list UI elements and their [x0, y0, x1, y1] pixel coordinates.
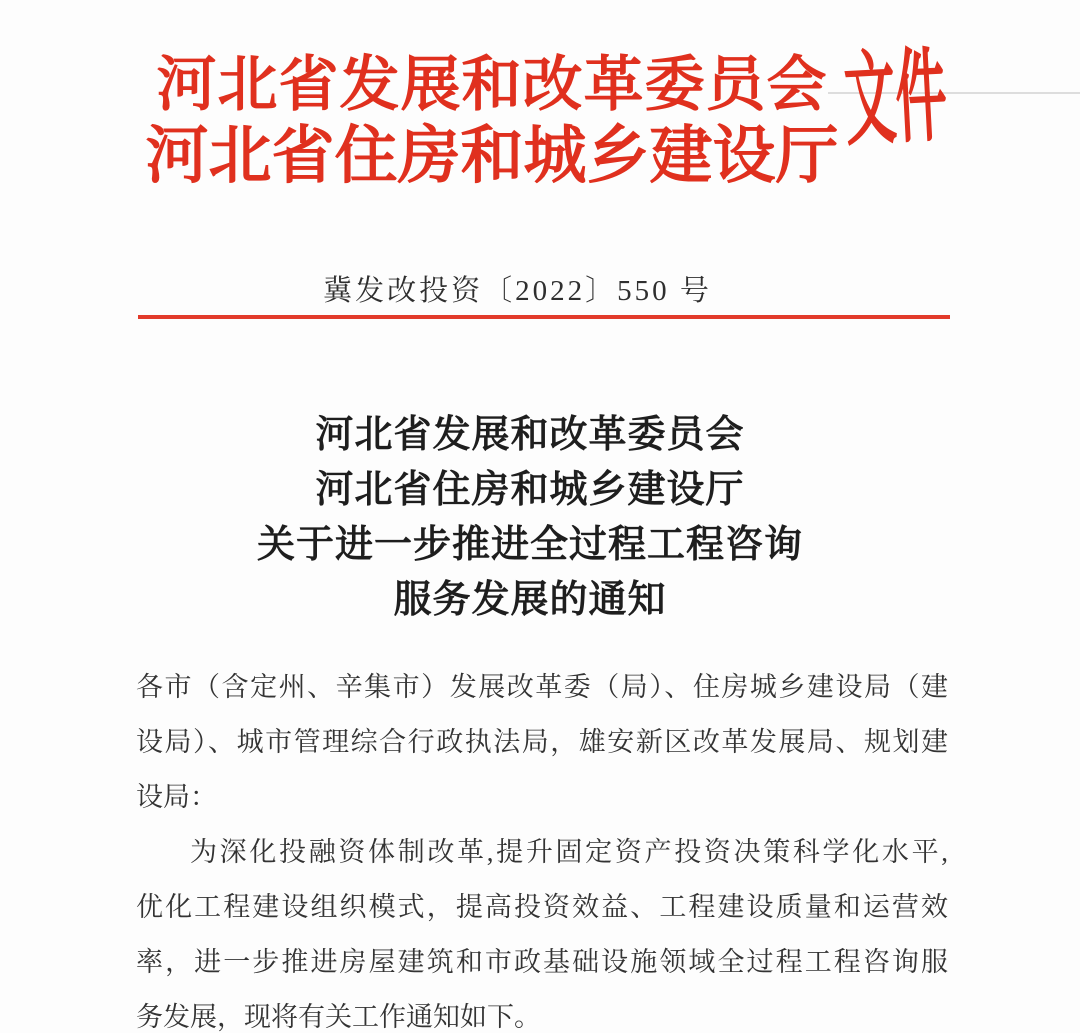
paragraph-line-2: 优化工程建设组织模式，提高投资效益、工程建设质量和运营效 — [136, 892, 948, 922]
title-line-3: 关于进一步推进全过程工程咨询 — [256, 524, 803, 566]
title-line-4: 服务发展的通知 — [393, 579, 667, 621]
salutation-line-2: 设局）、城市管理综合行政执法局，雄安新区改革发展局、规划建 — [136, 727, 948, 757]
agency-name-line1: 河北省发展和改革委员会 — [156, 52, 828, 118]
agency-name-line2: 河北省住房和城乡建设厅 — [145, 121, 839, 191]
title-line-2: 河北省住房和城乡建设厅 — [315, 469, 745, 511]
paragraph-line-3: 率，进一步推进房屋建筑和市政基础设施领域全过程工程咨询服 — [136, 947, 948, 977]
letterhead — [8, 50, 976, 192]
title-line-1: 河北省发展和改革委员会 — [315, 414, 745, 456]
salutation-line-3: 设局： — [136, 782, 217, 812]
document-mark — [841, 39, 1051, 159]
document-number: 冀发改投资〔2022〕550 号 — [323, 275, 712, 307]
paragraph-line-4: 务发展，现将有关工作通知如下。 — [136, 1002, 541, 1032]
document-body — [136, 660, 948, 1033]
document-title — [0, 408, 1060, 628]
document-mark-text: 文件 — [841, 40, 950, 159]
paragraph-line-1: 为深化投融资体制改革,提升固定资产投资决策科学化水平, — [190, 837, 948, 867]
red-divider-line — [138, 315, 950, 319]
salutation-line-1: 各市（含定州、辛集市）发展改革委（局）、住房城乡建设局（建 — [136, 672, 948, 702]
